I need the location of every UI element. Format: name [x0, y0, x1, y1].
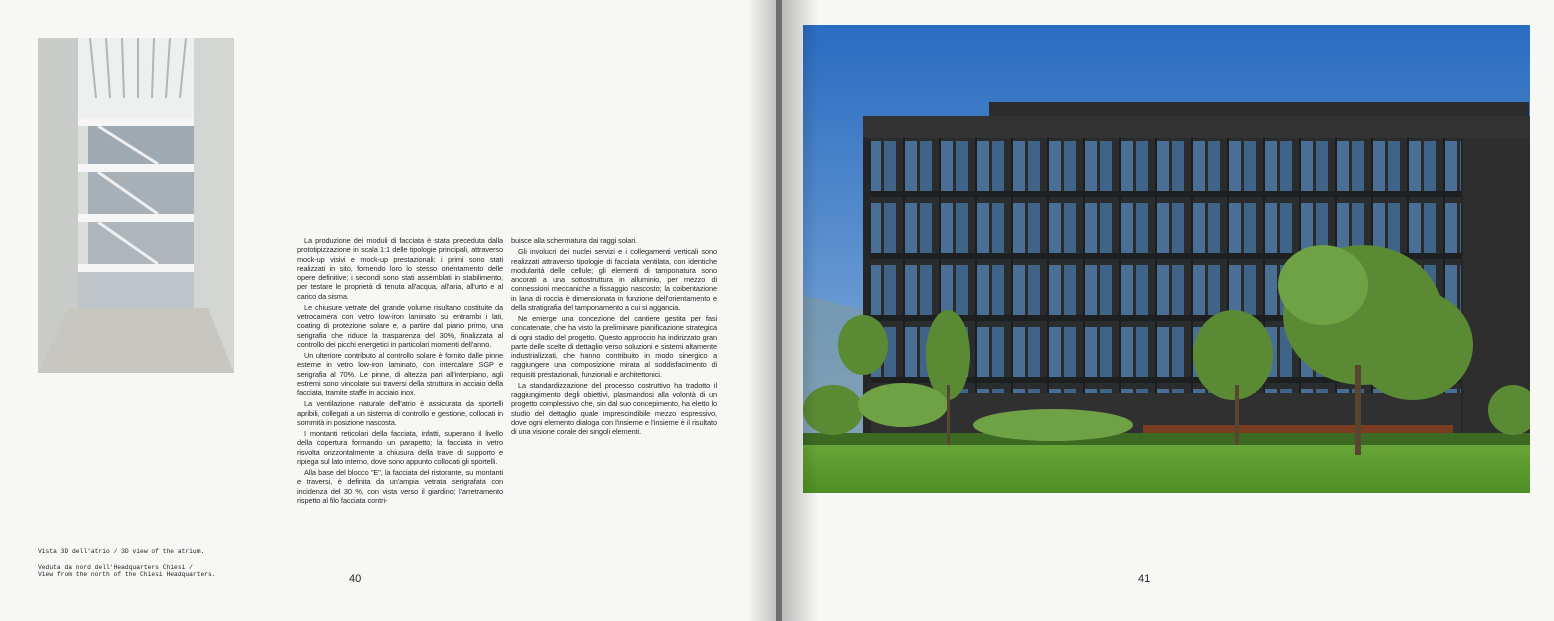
caption-atrium: Vista 3D dell'atrio / 3D view of the atrium. [38, 548, 205, 555]
building-facade-photo-icon [803, 25, 1530, 493]
paragraph: La standardizzazione del processo costruttivo ha tradotto il raggiungimento degli obiettivi, plasmandosi alla volontà di un progetto complessivo che, sin dal suo concepimento, ha eletto lo studio del dettaglio quale imprescindibile mezzo espressivo, dove ogni elemento dialoga con l'insieme e l'insieme è il risultato di una visione corale dei singoli elementi. [511, 380, 717, 436]
paragraph: Gli involucri dei nuclei servizi e i collegamenti verticali sono realizzati attraverso tipologie di facciata ventilata, con identiche modularità delle cellule; gli elementi di tamponatura sono ancorati a una sottostruttura in alluminio, per mezzo di connessioni meccaniche a fissaggio nascosto; la coibentazione in lana di roccia è dimensionata in funzione dell'orientamento e della stratigrafia del tamponamento a cui si aggancia. [511, 247, 717, 312]
caption-building: Veduta da nord dell'Headquarters Chiesi / View from the north of the Chiesi Headquarters. [38, 564, 216, 579]
paragraph-continuation: buisce alla schermatura dai raggi solari. [511, 236, 638, 245]
page-number: 40 [349, 573, 362, 585]
gutter-shadow [748, 0, 776, 621]
right-page [782, 0, 1554, 621]
caption-it: Vista 3D dell'atrio [38, 548, 110, 555]
atrium-3d-render-icon [38, 38, 234, 373]
paragraph: Alla base del blocco "E", la facciata del ristorante, su montanti e traversi, è definita da un'ampia vetrata serigrafata con incidenza del 30 %, con vista verso il giardino; l'arretramento rispetto al filo facciata contri- [297, 468, 503, 505]
paragraph: Un ulteriore contributo al controllo solare è fornito dalle pinne esterne in vetro low-iron laminato, con intercalare SGP e serigrafia al 70%. Le pinne, di altezza pari all'interpiano, agli estremi sono vincolate sui traversi della struttura in acciaio della facciata, tramite staffe in acciaio inox. [297, 351, 503, 397]
paragraph: La ventilazione naturale dell'atrio è assicurata da sportelli apribili, collegati a un sistema di controllo e gestione, collocati in sommità in posizione nascosta. [297, 399, 503, 427]
body-text-column-1 [297, 236, 503, 507]
left-page [0, 0, 776, 621]
gutter-shadow [782, 0, 818, 621]
body-text-column-2 [511, 236, 717, 438]
paragraph: La produzione dei moduli di facciata è stata preceduta dalla prototipizzazione in scala 1:1 delle tipologie principali, attraverso mock-up visivi e mock-up prestazionali: i primi sono stati realizzati in sito, fornendo loro lo stesso orientamento delle opere definitive; i secondi sono stati assemblati in stabilimento, per testare le proprietà di tenuta all'acqua, all'aria, all'urto e al carico da sisma. [297, 236, 503, 301]
caption-it: Veduta da nord dell'Headquarters Chiesi [38, 564, 186, 571]
paragraph: I montanti reticolari della facciata, infatti, superano il livello della copertura formando un parapetto; la facciata in vetro risvolta orizzontalmente a chiusura della trave di supporto e ripiega sul lato interno, dove sono appunto collocati gli sportelli. [297, 429, 503, 466]
page-number: 41 [1138, 573, 1151, 585]
paragraph: Le chiusure vetrate del grande volume risultano costituite da vetrocamera con vetro low-iron laminato su entrambi i lati, coating di protezione solare e, a partire dal piano primo, una serigrafia che riduce la trasparenza del 30%, finalizzata al controllo dei picchi energetici in particolari momenti dell'anno. [297, 302, 503, 349]
paragraph: Ne emerge una concezione del cantiere gestita per fasi concatenate, che ha visto la preliminare pianificazione strategica di ogni stadio del progetto. Questo approccio ha indirizzato gran parte delle scelte di dettaglio verso soluzioni e sistemi altamente industrializzati, che hanno contribuito in modo sinergico a raggiungere una composizione mirata al soddisfacimento di requisiti prestazionali, funzionali e architettonici. [511, 314, 717, 379]
caption-en: View from the north of the Chiesi Headquarters. [38, 571, 216, 579]
caption-en: 3D view of the atrium. [121, 548, 205, 555]
